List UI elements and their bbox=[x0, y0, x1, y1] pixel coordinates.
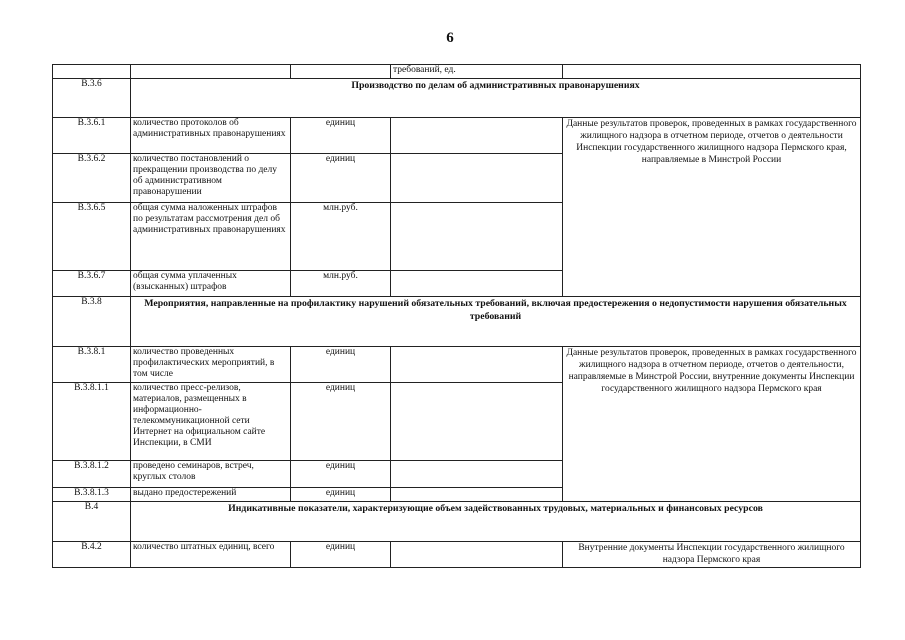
row-unit: единиц bbox=[291, 154, 391, 203]
source-cell bbox=[563, 65, 861, 79]
row-name: выдано предостережений bbox=[131, 488, 291, 502]
row-unit: единиц bbox=[291, 461, 391, 488]
section-code: В.3.8 bbox=[53, 297, 131, 347]
row-unit: единиц bbox=[291, 542, 391, 568]
value-cell bbox=[391, 542, 563, 568]
table-row bbox=[53, 347, 861, 383]
row-unit: единиц bbox=[291, 347, 391, 383]
code-cell bbox=[53, 65, 131, 79]
value-cell: требований, ед. bbox=[391, 65, 563, 79]
value-cell bbox=[391, 118, 563, 154]
source-cell: Данные результатов проверок, проведенных в рамках государственного жилищного надзора в отчетном периоде, отчетов о деятельности, направляемые в Минстрой России, внутренние документы Инспекции государственного жилищного надзора Пермского края bbox=[563, 347, 861, 502]
row-unit: единиц bbox=[291, 118, 391, 154]
row-code: В.3.6.1 bbox=[53, 118, 131, 154]
row-name: количество штатных единиц, всего bbox=[131, 542, 291, 568]
value-cell bbox=[391, 271, 563, 297]
value-cell bbox=[391, 383, 563, 461]
section-code: В.4 bbox=[53, 502, 131, 542]
value-cell bbox=[391, 203, 563, 271]
indicators-table bbox=[52, 64, 861, 568]
value-cell bbox=[391, 154, 563, 203]
row-code: В.3.6.7 bbox=[53, 271, 131, 297]
section-title: Индикативные показатели, характеризующие объем задействованных трудовых, материальных и финансовых ресурсов bbox=[131, 502, 861, 542]
section-header-row bbox=[53, 502, 861, 542]
name-cell bbox=[131, 65, 291, 79]
row-unit: единиц bbox=[291, 383, 391, 461]
row-code: В.3.8.1.2 bbox=[53, 461, 131, 488]
row-code: В.3.8.1.3 bbox=[53, 488, 131, 502]
row-name: количество пресс-релизов, материалов, размещенных в информационно-телекоммуникационной сети Интернет на официальном сайте Инспекции, в СМИ bbox=[131, 383, 291, 461]
row-code: В.3.8.1 bbox=[53, 347, 131, 383]
section-header-row bbox=[53, 297, 861, 347]
row-unit: единиц bbox=[291, 488, 391, 502]
row-name: количество проведенных профилактических мероприятий, в том числе bbox=[131, 347, 291, 383]
section-title: Мероприятия, направленные на профилактику нарушений обязательных требований, включая предостережения о недопустимости нарушения обязательных требований bbox=[131, 297, 861, 347]
row-code: В.4.2 bbox=[53, 542, 131, 568]
source-cell: Внутренние документы Инспекции государственного жилищного надзора Пермского края bbox=[563, 542, 861, 568]
source-cell: Данные результатов проверок, проведенных в рамках государственного жилищного надзора в отчетном периоде, отчетов о деятельности Инспекции государственного жилищного надзора Пермского края, направляемые в Минстрой России bbox=[563, 118, 861, 297]
table-row bbox=[53, 118, 861, 154]
table-row bbox=[53, 65, 861, 79]
row-name: количество протоколов об административных правонарушениях bbox=[131, 118, 291, 154]
row-code: В.3.6.2 bbox=[53, 154, 131, 203]
row-name: общая сумма уплаченных (взысканных) штрафов bbox=[131, 271, 291, 297]
unit-cell bbox=[291, 65, 391, 79]
value-cell bbox=[391, 488, 563, 502]
row-unit: млн.руб. bbox=[291, 203, 391, 271]
row-code: В.3.8.1.1 bbox=[53, 383, 131, 461]
value-cell bbox=[391, 347, 563, 383]
row-name: общая сумма наложенных штрафов по результатам рассмотрения дел об административных правонарушениях bbox=[131, 203, 291, 271]
section-title: Производство по делам об административных правонарушениях bbox=[131, 79, 861, 118]
section-header-row bbox=[53, 79, 861, 118]
row-unit: млн.руб. bbox=[291, 271, 391, 297]
table-row bbox=[53, 542, 861, 568]
row-name: количество постановлений о прекращении производства по делу об административном правонарушении bbox=[131, 154, 291, 203]
row-code: В.3.6.5 bbox=[53, 203, 131, 271]
page-number: 6 bbox=[446, 30, 454, 46]
section-code: В.3.6 bbox=[53, 79, 131, 118]
row-name: проведено семинаров, встреч, круглых столов bbox=[131, 461, 291, 488]
value-cell bbox=[391, 461, 563, 488]
